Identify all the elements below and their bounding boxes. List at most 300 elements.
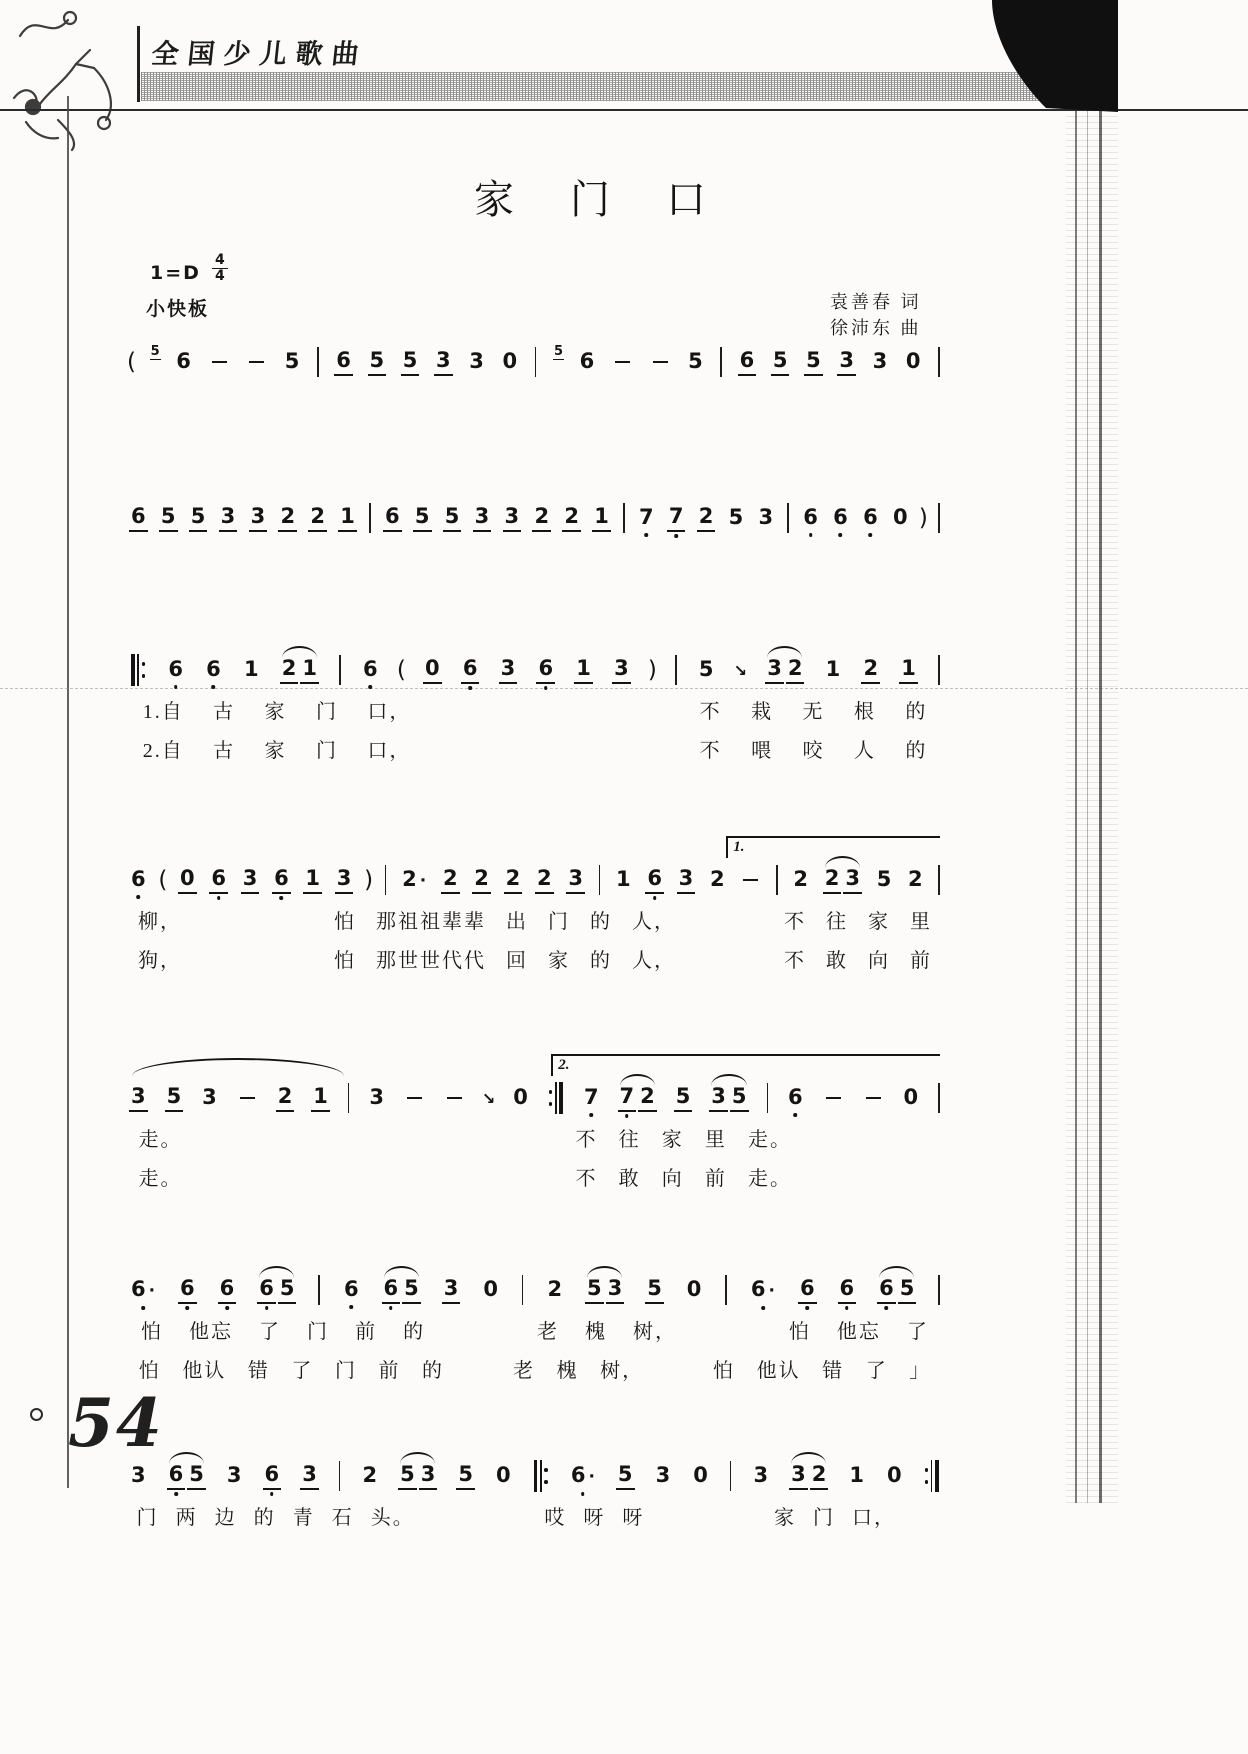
lyric-syllable: 错 — [822, 1360, 845, 1382]
jianpu-note — [837, 348, 856, 376]
slur-group — [617, 1084, 658, 1112]
lyric-syllable: 回 — [506, 950, 528, 972]
note-digit: 2 — [698, 504, 714, 528]
octave-dot-below — [674, 534, 678, 538]
note-digit: 3 — [226, 1463, 242, 1487]
slur-group — [381, 1276, 422, 1304]
note-digit: 5 — [160, 504, 176, 528]
lyric-syllable: 他认 — [182, 1360, 227, 1382]
note-digit: 1 — [340, 504, 355, 528]
barline — [369, 503, 371, 533]
jianpu-note — [685, 1277, 704, 1303]
octave-dot-below — [270, 1492, 274, 1496]
repeat-dots — [142, 662, 146, 677]
note-digit: 0 — [903, 1085, 919, 1109]
lyric-syllable: 头。 — [370, 1507, 415, 1529]
octave-dot-below — [141, 1306, 145, 1310]
jianpu-note — [638, 1084, 657, 1112]
jianpu-note — [276, 1084, 295, 1112]
jianpu-note — [667, 504, 686, 532]
series-title: 全国少儿歌曲 — [150, 39, 370, 70]
lyric-syllable: 家 — [868, 911, 890, 933]
notation-system-3 — [128, 652, 942, 766]
slur-group — [584, 1276, 625, 1304]
jianpu-note — [616, 1462, 635, 1490]
page-number: 54 — [68, 1384, 164, 1462]
lyric-syllable: 树， — [600, 1360, 645, 1382]
slur-group — [822, 866, 863, 894]
melody-row — [128, 1272, 942, 1308]
scan-corner-shadow — [988, 0, 1120, 114]
note-digit: 5 — [647, 1276, 662, 1300]
jianpu-note — [823, 866, 842, 894]
lyric-syllable: 的 — [422, 1360, 445, 1382]
note-digit: 3 — [845, 866, 860, 890]
note-digit: 3 — [220, 504, 236, 528]
thin-bar — [555, 1082, 557, 1114]
note-digit: 2 — [863, 656, 879, 680]
lyric-syllable: 」 — [909, 1360, 932, 1382]
note-digit: 5 — [444, 504, 460, 528]
note-digit: 6 — [538, 656, 554, 680]
barline — [623, 503, 625, 533]
jianpu-note — [204, 657, 223, 683]
repeat-dots — [925, 1468, 929, 1483]
note-digit: 2 — [474, 866, 489, 890]
header-halftone-band — [141, 72, 1065, 101]
note-digit: 2 — [710, 867, 725, 891]
barline — [938, 1275, 940, 1305]
jianpu-note — [824, 657, 843, 683]
octave-dot-below — [174, 685, 178, 689]
decorative-music-doodle — [6, 2, 146, 152]
jianpu-note — [303, 866, 322, 894]
note-digit: 6 — [206, 657, 221, 681]
jianpu-note — [535, 866, 554, 894]
slur-group — [279, 656, 320, 684]
slur-group — [708, 1084, 749, 1112]
lyric-syllable: 槐 — [556, 1360, 579, 1382]
grace-note: 5 — [553, 344, 564, 359]
note-digit: 6 — [168, 657, 183, 681]
note-digit: 3 — [872, 349, 888, 373]
jianpu-note — [383, 504, 402, 532]
note-digit: 7 — [583, 1085, 599, 1109]
lyric-syllable: 不 — [699, 701, 722, 723]
note-digit: 3 — [131, 1084, 146, 1108]
note-digit: 6 — [343, 1277, 359, 1301]
jianpu-note — [413, 504, 432, 532]
note-digit: 0 — [892, 505, 908, 529]
jianpu-note — [861, 505, 880, 531]
lyric-syllable: 狗， — [138, 950, 182, 972]
lyric-syllable: 喂 — [751, 740, 774, 762]
note-digit: 6 — [750, 1276, 766, 1301]
note-digit: 5 — [189, 1462, 204, 1486]
jianpu-note — [677, 866, 696, 894]
lyric-syllable: 家 — [264, 740, 287, 762]
note-digit: 3 — [753, 1463, 769, 1487]
slur-group — [788, 1462, 829, 1490]
barline — [535, 347, 537, 377]
note-digit: 3 — [758, 505, 774, 529]
octave-dot-below — [581, 1492, 585, 1496]
lyric-syllable: 门 — [813, 1507, 835, 1529]
sustain-dash — [866, 1097, 881, 1100]
barline — [938, 655, 940, 685]
note-digit: 2 — [824, 866, 840, 890]
jianpu-note — [511, 1085, 530, 1111]
jianpu-note — [334, 348, 353, 376]
jianpu-note — [178, 866, 197, 894]
jianpu-note — [786, 1085, 805, 1111]
note-digit: 5 — [728, 505, 744, 529]
lyric-syllable: 哎 — [544, 1507, 567, 1529]
slur-group — [764, 656, 805, 684]
lyric-syllable: 怕 — [141, 1321, 163, 1343]
note-digit: 5 — [284, 349, 300, 373]
jianpu-note — [442, 1276, 461, 1304]
thin-bar — [137, 654, 139, 686]
jianpu-note — [674, 1084, 693, 1112]
lyric-syllable: 家 — [661, 1129, 684, 1151]
glissando-arrow: ↘ — [733, 660, 748, 680]
jianpu-note — [709, 1084, 728, 1112]
jianpu-note — [801, 505, 820, 531]
jianpu-note — [637, 505, 656, 531]
volta-bracket — [726, 836, 940, 858]
note-digit: 5 — [899, 1276, 915, 1300]
volta-label: 1. — [733, 839, 745, 855]
jianpu-note — [578, 349, 597, 375]
barline — [599, 865, 601, 895]
repeat-end-barline — [549, 1082, 563, 1114]
thin-bar — [540, 1460, 542, 1492]
note-digit: 3 — [568, 866, 583, 890]
jianpu-note — [472, 866, 491, 894]
lyric-syllable: 古 — [213, 740, 236, 762]
jianpu-note — [810, 1462, 829, 1490]
lyric-syllable: 口， — [367, 701, 412, 723]
notation-system-1 — [128, 344, 942, 380]
lyric-syllable: 怕 — [788, 1321, 811, 1343]
lyric-syllable: 怕 — [713, 1360, 736, 1382]
jianpu-note — [402, 1276, 421, 1304]
jianpu-note — [645, 1276, 664, 1304]
note-digit: 7 — [638, 505, 654, 529]
octave-dot-below — [589, 1113, 593, 1117]
jianpu-note — [536, 656, 555, 684]
barline — [787, 503, 789, 533]
note-digit: 5 — [587, 1276, 602, 1300]
bullet-mark — [30, 1408, 43, 1421]
lyric-syllable: 往 — [826, 911, 848, 933]
jianpu-note — [899, 656, 918, 684]
lyric-row-1 — [128, 695, 942, 727]
lyric-syllable: 怕 — [138, 1360, 161, 1382]
jianpu-note — [771, 348, 790, 376]
jianpu-note — [494, 1463, 513, 1489]
note-digit: 5 — [731, 1084, 747, 1108]
jianpu-note — [691, 1463, 710, 1489]
lyric-syllable: 他忘 — [189, 1321, 234, 1343]
thick-bar — [534, 1460, 538, 1492]
sustain-dash — [615, 361, 630, 364]
octave-dot-below — [805, 1306, 809, 1310]
note-digit: 6 — [363, 657, 378, 681]
lyric-syllable: 口， — [852, 1507, 897, 1529]
jianpu-note — [569, 1463, 597, 1490]
octave-dot-below — [544, 686, 548, 690]
barline — [675, 655, 677, 685]
octave-dot-below — [839, 533, 843, 537]
octave-dot-below — [280, 896, 284, 900]
sustain-dash — [249, 361, 264, 364]
note-digit: 0 — [483, 1277, 498, 1301]
lyric-syllable: 了 — [865, 1360, 888, 1382]
jianpu-note — [467, 349, 486, 375]
lyric-syllable: 的 — [905, 740, 928, 762]
note-digit: 2 — [362, 1463, 378, 1487]
note-digit: 0 — [180, 866, 195, 890]
lyric-syllable: 的 — [905, 701, 928, 723]
repeat-dot — [549, 1102, 553, 1106]
note-digit: 0 — [905, 349, 921, 373]
augmentation-dot: · — [588, 1466, 595, 1487]
jianpu-note — [838, 1276, 857, 1304]
lyric-syllable: 了 — [259, 1321, 282, 1343]
lyric-syllable: 树， — [633, 1321, 677, 1343]
lyric-syllable: 不 — [575, 1129, 598, 1151]
note-digit: 1 — [305, 866, 321, 890]
jianpu-note — [686, 349, 705, 375]
lyric-row-1 — [128, 1315, 942, 1347]
jianpu-note — [278, 504, 297, 532]
scan-left-margin-line — [67, 96, 69, 1488]
note-digit: 6 — [168, 1462, 184, 1486]
jianpu-note — [456, 1462, 475, 1490]
note-digit: 6 — [739, 348, 755, 372]
lyric-syllable: 门 — [315, 701, 338, 723]
volta-bracket — [551, 1054, 940, 1076]
note-digit: 3 — [711, 1084, 726, 1108]
note-digit: 0 — [513, 1085, 528, 1109]
note-digit: 0 — [693, 1463, 708, 1487]
jianpu-note — [129, 1084, 148, 1112]
repeat-start-barline — [534, 1460, 548, 1492]
jianpu-note — [189, 504, 208, 532]
slur-group — [876, 1276, 917, 1304]
lyric-syllable: 门 — [136, 1507, 159, 1529]
lyric-syllable: 里 — [704, 1129, 727, 1151]
scan-spine-streaks — [1066, 111, 1118, 1503]
phrase-slur — [132, 1058, 344, 1076]
slur-group — [166, 1462, 207, 1490]
jianpu-note — [804, 348, 823, 376]
jianpu-note — [789, 1462, 808, 1490]
jianpu-note — [400, 867, 428, 894]
sustain-dash — [447, 1097, 462, 1100]
jianpu-note — [382, 1276, 401, 1304]
tempo-marking: 小快板 — [146, 299, 210, 320]
jianpu-note — [283, 349, 302, 375]
note-digit: 3 — [469, 349, 484, 373]
jianpu-note — [730, 1084, 749, 1112]
jianpu-note — [592, 504, 611, 532]
sustain-dash — [826, 1097, 841, 1100]
time-signature — [212, 253, 228, 285]
note-digit: 3 — [369, 1085, 385, 1109]
lyric-syllable: 门 — [334, 1360, 357, 1382]
note-digit: 1 — [302, 656, 318, 680]
lyric-syllable: 了 — [291, 1360, 314, 1382]
sustain-dash — [407, 1097, 422, 1100]
jianpu-note — [877, 1276, 896, 1304]
jianpu-note — [434, 348, 453, 376]
note-digit: 0 — [887, 1463, 902, 1487]
jianpu-note — [861, 656, 880, 684]
parenthesis: ) — [918, 505, 928, 531]
barline — [776, 865, 778, 895]
lyric-syllable: 根 — [853, 701, 876, 723]
slur-group — [397, 1462, 438, 1490]
sustain-dash — [653, 361, 668, 364]
barline — [522, 1275, 524, 1305]
lyric-syllable: 的 — [403, 1321, 426, 1343]
jianpu-note — [219, 504, 238, 532]
jianpu-note — [501, 349, 520, 375]
sustain-dash — [743, 879, 758, 882]
lyric-syllable: 家 — [773, 1507, 796, 1529]
jianpu-note — [574, 656, 593, 684]
repeat-dot — [142, 662, 146, 666]
jianpu-note — [645, 866, 664, 894]
jianpu-note — [311, 1084, 330, 1112]
octave-dot-below — [217, 896, 221, 900]
note-digit: 6 — [211, 866, 227, 890]
note-digit: 1 — [825, 657, 841, 681]
note-digit: 6 — [803, 505, 818, 529]
note-digit: 0 — [495, 1463, 511, 1487]
jianpu-note — [401, 348, 420, 376]
lyric-syllable: 的 — [590, 911, 612, 933]
note-digit: 3 — [242, 866, 258, 890]
octave-dot-below — [625, 1114, 629, 1118]
note-digit: 5 — [688, 349, 703, 373]
jianpu-note — [280, 656, 299, 684]
note-digit: 6 — [833, 505, 848, 529]
jianpu-note — [272, 866, 291, 894]
note-digit: 5 — [414, 504, 430, 528]
note-digit: 3 — [420, 1462, 436, 1486]
melody-row — [128, 1458, 942, 1494]
lyric-syllable: 2.自 — [142, 740, 184, 762]
note-digit: 3 — [678, 866, 694, 890]
lyric-syllable: 门 — [315, 740, 338, 762]
note-digit: 6 — [384, 504, 400, 528]
note-digit: 5 — [617, 1462, 633, 1486]
lyric-syllable: 古 — [213, 701, 236, 723]
melody-row — [128, 500, 942, 536]
thick-bar — [935, 1460, 939, 1492]
jianpu-note — [757, 505, 776, 531]
jianpu-note — [308, 504, 327, 532]
jianpu-note — [891, 505, 910, 531]
jianpu-note — [342, 1277, 361, 1303]
note-digit: 2 — [505, 866, 521, 890]
jianpu-note — [727, 505, 746, 531]
parenthesis: ( — [158, 867, 168, 893]
jianpu-note — [300, 1462, 319, 1490]
note-digit: 6 — [131, 867, 146, 891]
lyricist-credit: 袁善春 词 — [830, 292, 922, 312]
jianpu-note — [461, 656, 480, 684]
note-digit: 6 — [462, 656, 478, 680]
lyric-syllable: 石 — [331, 1507, 354, 1529]
octave-dot-below — [809, 533, 813, 537]
lyric-syllable: 门 — [307, 1321, 330, 1343]
parenthesis: ( — [127, 349, 136, 375]
jianpu-note — [606, 1276, 625, 1304]
jianpu-note — [338, 504, 357, 532]
lyric-syllable: 错 — [247, 1360, 270, 1382]
note-digit: 2 — [310, 504, 325, 528]
jianpu-note — [129, 1463, 148, 1489]
volta-label: 2. — [558, 1057, 570, 1073]
thick-bar — [559, 1082, 563, 1114]
repeat-dot — [544, 1468, 548, 1472]
jianpu-note — [749, 1277, 777, 1304]
lyric-syllable: 走。 — [748, 1168, 792, 1190]
jianpu-note — [218, 1276, 237, 1304]
note-digit: 6 — [647, 866, 662, 890]
note-digit: 6 — [176, 349, 191, 373]
jianpu-note — [241, 866, 260, 894]
jianpu-note — [249, 504, 268, 532]
octave-dot-below — [137, 895, 141, 899]
notation-system-6 — [128, 1272, 942, 1386]
lyric-syllable: 敢 — [618, 1168, 641, 1190]
note-digit: 6 — [259, 1276, 274, 1300]
note-digit: 3 — [436, 348, 451, 372]
lyric-syllable: 了 — [906, 1321, 929, 1343]
lyric-syllable: 怕 — [334, 950, 356, 972]
jianpu-note — [791, 867, 810, 893]
augmentation-dot: · — [419, 870, 427, 891]
note-digit: 6 — [863, 505, 878, 529]
repeat-dot — [142, 674, 146, 678]
barline — [339, 655, 341, 685]
note-digit: 5 — [806, 348, 821, 372]
note-digit: 6 — [180, 1276, 195, 1300]
octave-dot-below — [885, 1306, 889, 1310]
composer-credit: 徐沛东 曲 — [830, 318, 922, 338]
note-digit: 2 — [640, 1084, 655, 1108]
lyric-syllable: 口， — [367, 740, 412, 762]
note-digit: 3 — [504, 504, 520, 528]
lyric-syllable: 敢 — [826, 950, 848, 972]
barline — [385, 865, 387, 895]
jianpu-note — [902, 1085, 921, 1111]
lyric-syllable: 出 — [506, 911, 528, 933]
note-digit: 2 — [534, 504, 550, 528]
octave-dot-below — [845, 1306, 849, 1310]
note-digit: 5 — [772, 348, 788, 372]
note-digit: 1 — [313, 1084, 328, 1108]
note-digit: 2 — [811, 1462, 827, 1486]
melody-row — [128, 862, 942, 898]
barline — [767, 1083, 769, 1113]
